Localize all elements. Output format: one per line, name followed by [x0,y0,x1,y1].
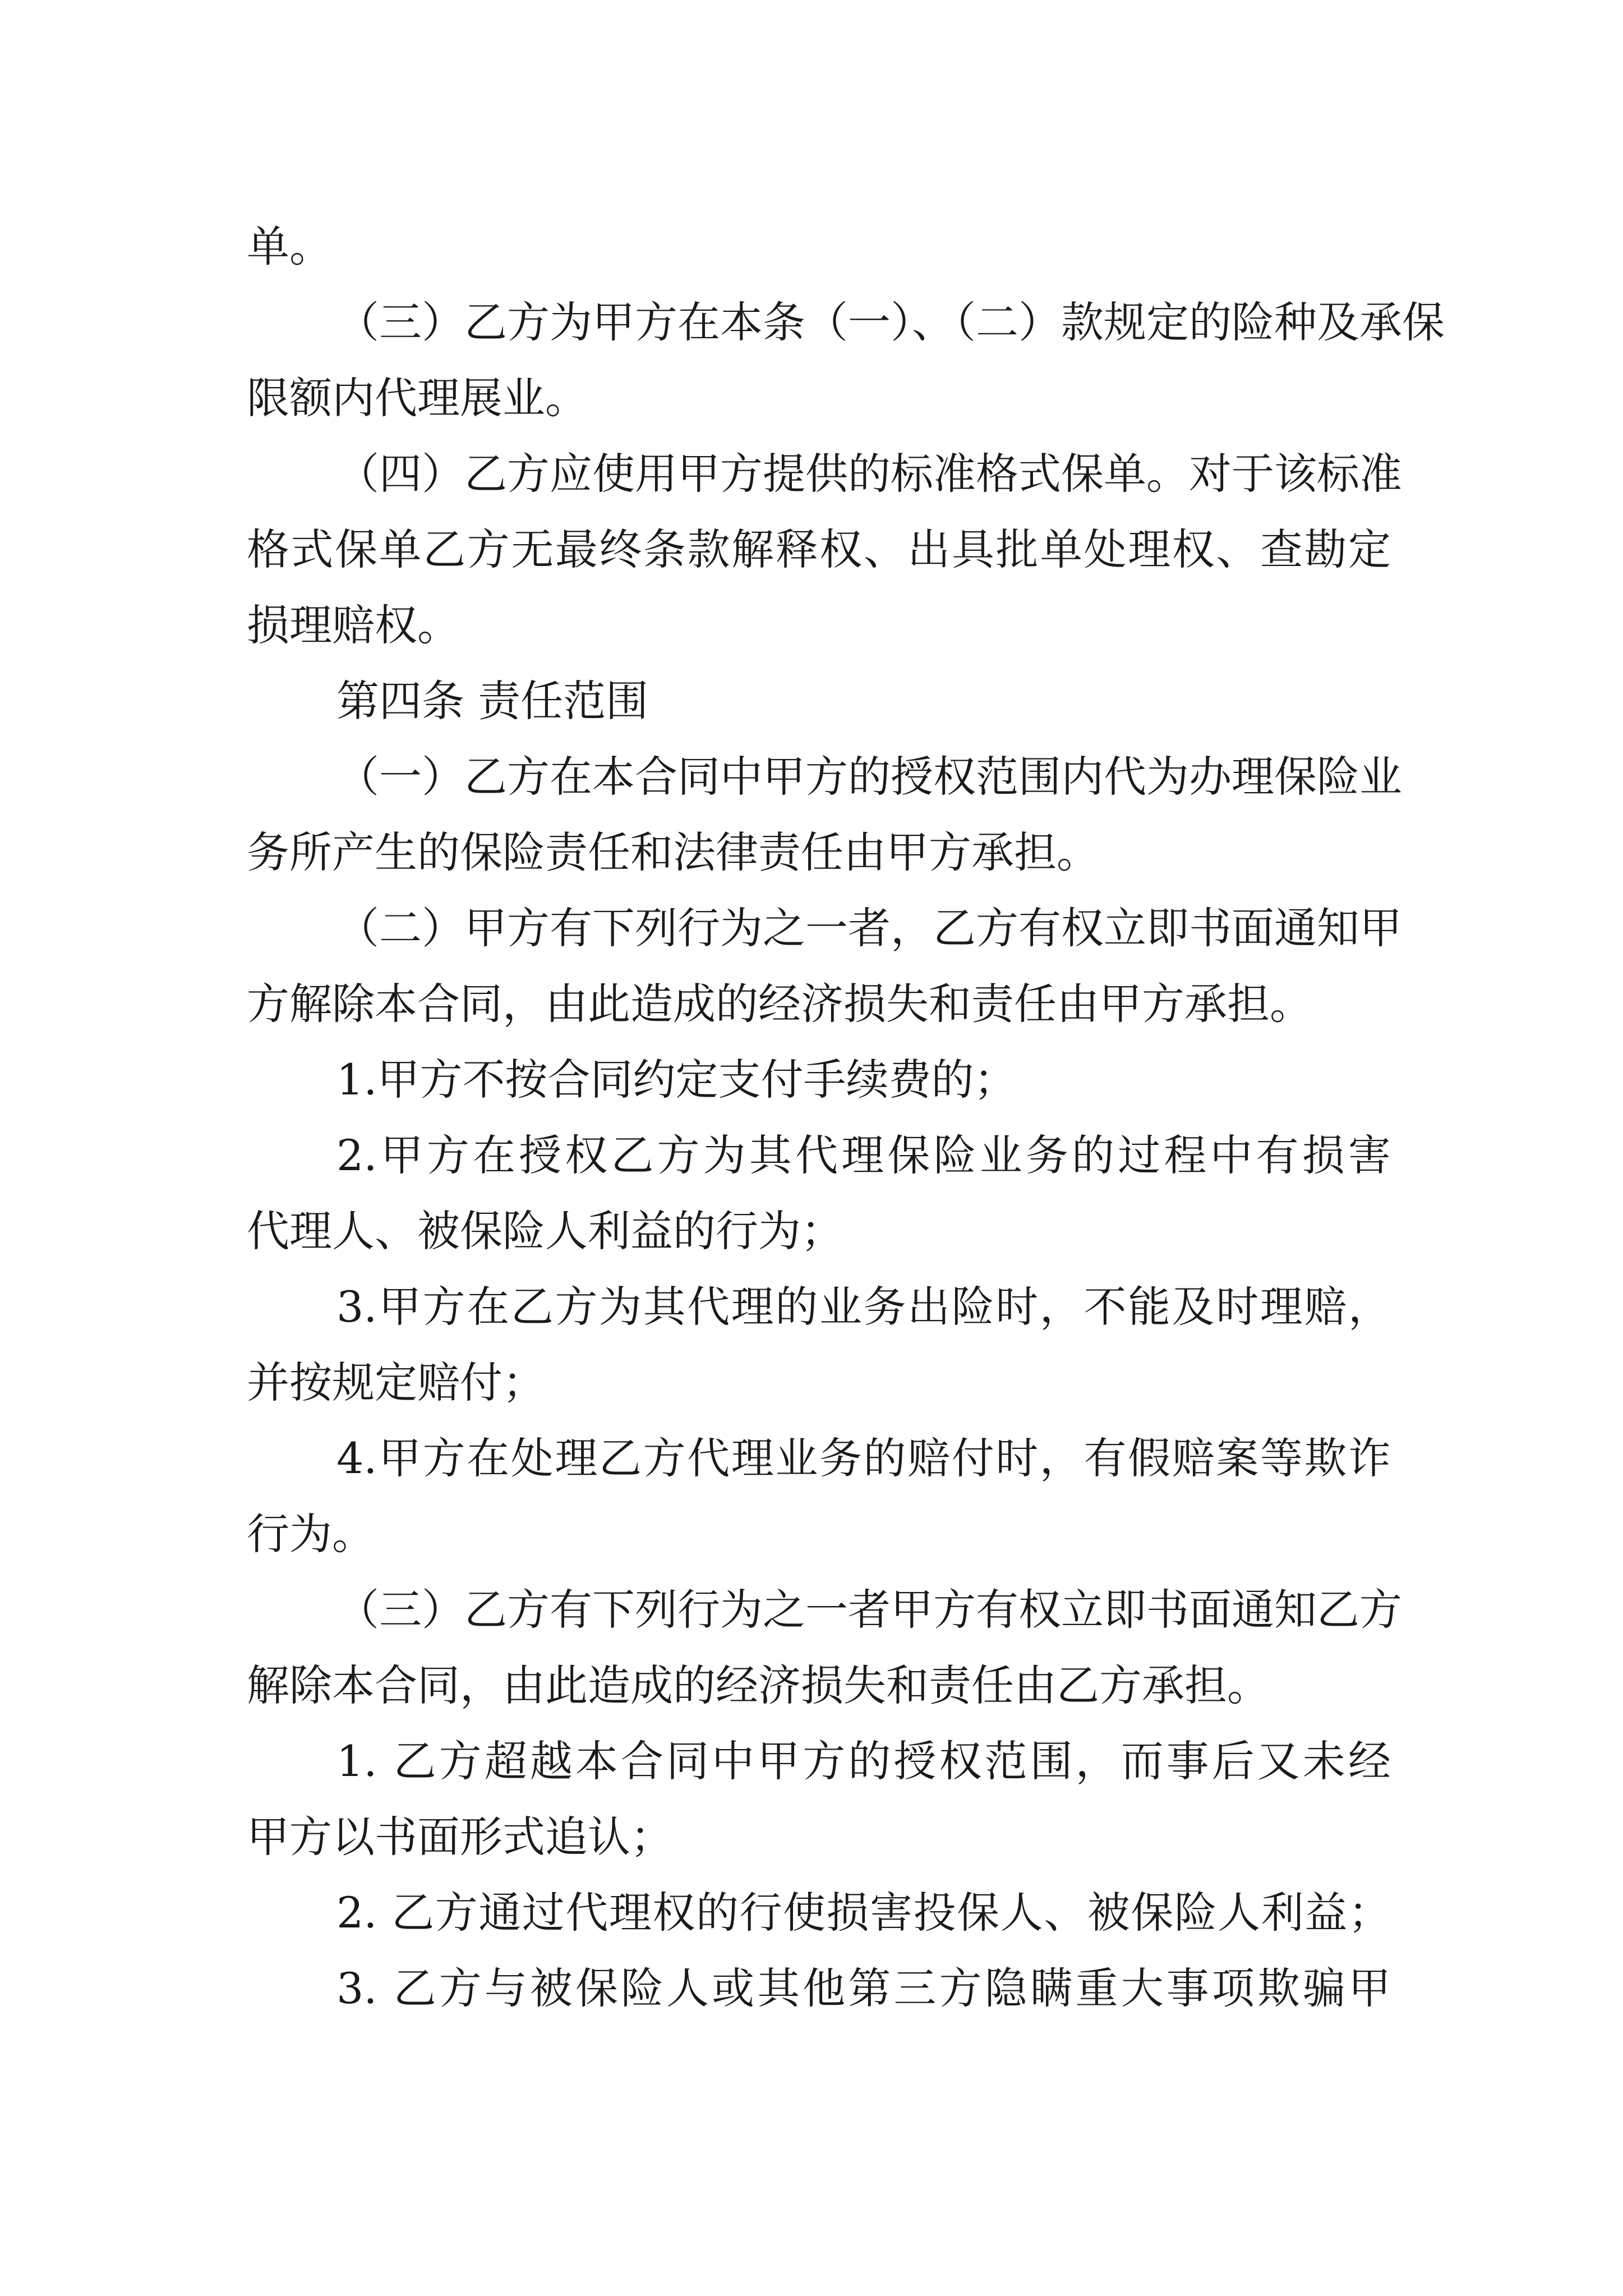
text-line: 2. 乙方通过代理权的行使损害投保人、被保险人利益； [336,1888,1391,1938]
text-line: （三）乙方有下列行为之一者甲方有权立即书面通知乙方 [336,1585,1402,1635]
text-line: 1.甲方不按合同约定支付手续费的； [336,1055,1017,1105]
text-line: （一）乙方在本合同中甲方的授权范围内代为办理保险业 [336,752,1402,802]
text-line: 解除本合同，由此造成的经济损失和责任由乙方承担。 [247,1660,1270,1710]
text-line: 3.甲方在乙方为其代理的业务出险时，不能及时理赔， [336,1282,1391,1332]
text-line: 1. 乙方超越本合同中甲方的授权范围，而事后又未经 [336,1736,1391,1786]
text-line: 单。 [247,222,332,272]
text-line: 格式保单乙方无最终条款解释权、出具批单处理权、查勘定 [247,524,1391,574]
text-line: （四）乙方应使用甲方提供的标准格式保单。对于该标准 [336,449,1402,499]
text-line: （三）乙方为甲方在本条（一）、（二）款规定的险种及承保 [336,297,1445,347]
text-line: 并按规定赔付； [247,1358,545,1407]
text-line: 3. 乙方与被保险人或其他第三方隐瞒重大事项欺骗甲 [336,1963,1391,2013]
text-line: 方解除本合同，由此造成的经济损失和责任由甲方承担。 [247,979,1312,1029]
text-line: （二）甲方有下列行为之一者，乙方有权立即书面通知甲 [336,903,1402,953]
text-line: 4.甲方在处理乙方代理业务的赔付时，有假赔案等欺诈 [336,1433,1391,1483]
section-heading: 第四条 责任范围 [336,676,649,726]
text-line: 务所产生的保险责任和法律责任由甲方承担。 [247,827,1099,877]
text-line: 限额内代理展业。 [247,373,588,423]
text-line: 2.甲方在授权乙方为其代理保险业务的过程中有损害 [336,1130,1391,1180]
text-line: 损理赔权。 [247,600,460,650]
text-line: 代理人、被保险人利益的行为； [247,1206,843,1256]
text-line: 甲方以书面形式追认； [247,1812,673,1862]
text-line: 行为。 [247,1509,375,1559]
